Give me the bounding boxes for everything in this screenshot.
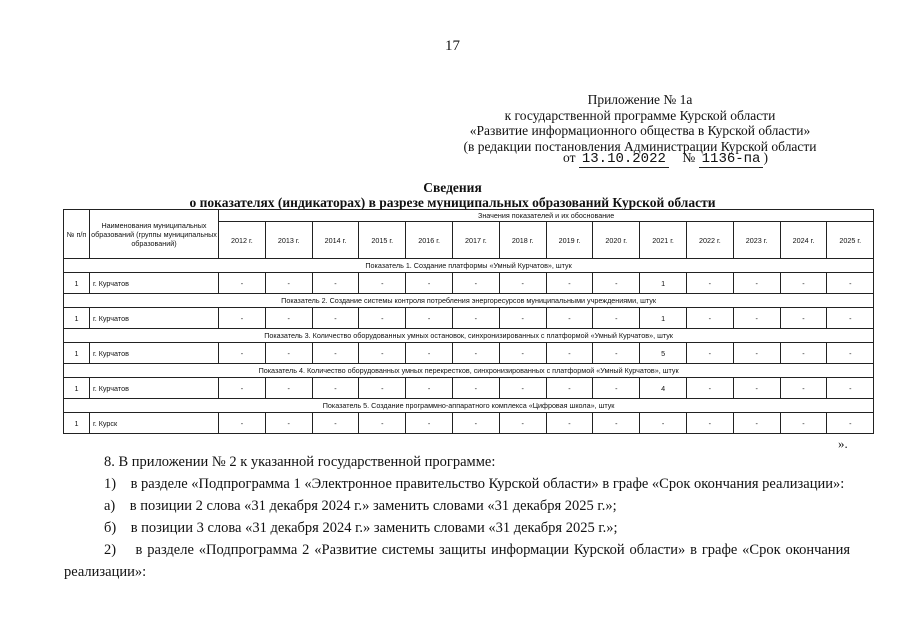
value-cell: - — [452, 308, 499, 329]
value-cell: - — [546, 273, 593, 294]
appendix-date-line — [563, 150, 768, 167]
value-cell: - — [452, 378, 499, 399]
indicator-title: Показатель 2. Создание системы контроля потребления энергоресурсов муниципальными учреждениями, штук — [64, 294, 874, 308]
value-cell: - — [312, 378, 359, 399]
value-cell: - — [499, 343, 546, 364]
page-number: 17 — [445, 38, 460, 54]
value-cell: - — [406, 413, 453, 434]
value-cell: - — [593, 413, 640, 434]
indicator-title-row — [64, 294, 874, 308]
value-cell: - — [593, 378, 640, 399]
number-prefix: № — [682, 150, 696, 165]
value-cell: - — [265, 273, 312, 294]
row-municipality: г. Курчатов — [90, 378, 219, 399]
year-header-5: 2017 г. — [452, 222, 499, 259]
value-cell: 1 — [640, 273, 687, 294]
value-cell: - — [359, 378, 406, 399]
value-cell: - — [499, 378, 546, 399]
date-prefix: от — [563, 150, 576, 165]
value-cell: - — [359, 343, 406, 364]
row-number: 1 — [64, 343, 90, 364]
row-municipality: г. Курчатов — [90, 308, 219, 329]
value-cell: - — [827, 343, 874, 364]
value-cell: - — [406, 273, 453, 294]
value-cell: - — [827, 378, 874, 399]
year-header-11: 2023 г. — [733, 222, 780, 259]
indicators-table — [63, 209, 874, 434]
value-cell: - — [219, 413, 266, 434]
indicator-title-row — [64, 259, 874, 273]
value-cell: - — [265, 378, 312, 399]
value-cell: - — [452, 343, 499, 364]
value-cell: - — [827, 413, 874, 434]
title-line-2: о показателях (индикаторах) в разрезе муниципальных образований Курской области — [189, 195, 716, 210]
table-row — [64, 378, 874, 399]
value-cell: - — [312, 308, 359, 329]
value-cell: - — [780, 413, 827, 434]
value-cell: - — [312, 413, 359, 434]
col-header-name: Наименования муниципальных образований (группы муниципальных образований) — [90, 210, 219, 259]
indicator-title-row — [64, 364, 874, 378]
year-header-1: 2013 г. — [265, 222, 312, 259]
date-value: 13.10.2022 — [579, 151, 669, 168]
body-text — [64, 451, 850, 583]
indicator-title-row — [64, 329, 874, 343]
indicator-title: Показатель 1. Создание платформы «Умный Курчатов», штук — [64, 259, 874, 273]
value-cell: - — [219, 308, 266, 329]
closing-quote: ». — [838, 436, 848, 451]
table-row — [64, 273, 874, 294]
value-cell: - — [359, 413, 406, 434]
value-cell: - — [452, 273, 499, 294]
col-header-num: № п/п — [64, 210, 90, 259]
paragraph-4: б) в позиции 3 слова «31 декабря 2024 г.» заменить словами «31 декабря 2025 г.»; — [104, 520, 618, 536]
value-cell: - — [780, 378, 827, 399]
year-header-12: 2024 г. — [780, 222, 827, 259]
value-cell: - — [827, 308, 874, 329]
indicator-title-row — [64, 399, 874, 413]
value-cell: - — [265, 413, 312, 434]
row-number: 1 — [64, 413, 90, 434]
table-row — [64, 308, 874, 329]
value-cell: - — [406, 308, 453, 329]
appendix-line-3: «Развитие информационного общества в Курской области» — [469, 123, 811, 139]
year-header-7: 2019 г. — [546, 222, 593, 259]
value-cell: - — [499, 308, 546, 329]
number-value: 1136-па — [699, 151, 764, 168]
value-cell: - — [406, 343, 453, 364]
value-cell: - — [780, 273, 827, 294]
year-header-8: 2020 г. — [593, 222, 640, 259]
row-number: 1 — [64, 378, 90, 399]
paragraph-3: а) в позиции 2 слова «31 декабря 2024 г.» заменить словами «31 декабря 2025 г.»; — [104, 498, 617, 514]
value-cell: - — [546, 413, 593, 434]
appendix-line-2: к государственной программе Курской области — [504, 107, 776, 123]
date-suffix: ) — [763, 150, 768, 165]
value-cell: - — [593, 273, 640, 294]
year-header-4: 2016 г. — [406, 222, 453, 259]
col-header-values: Значения показателей и их обоснование — [219, 210, 874, 222]
row-municipality: г. Курчатов — [90, 343, 219, 364]
value-cell: - — [499, 273, 546, 294]
appendix-line-4: (в редакции постановления Администрации Курской области — [463, 138, 817, 154]
value-cell: - — [265, 343, 312, 364]
row-municipality: г. Курск — [90, 413, 219, 434]
value-cell: - — [312, 273, 359, 294]
value-cell: 1 — [640, 308, 687, 329]
value-cell: - — [686, 308, 733, 329]
row-number: 1 — [64, 273, 90, 294]
paragraph-1: 8. В приложении № 2 к указанной государственной программе: — [104, 454, 496, 470]
value-cell: - — [219, 378, 266, 399]
table-header-row-1 — [64, 210, 874, 222]
value-cell: - — [733, 273, 780, 294]
value-cell: - — [733, 343, 780, 364]
year-header-10: 2022 г. — [686, 222, 733, 259]
paragraph-2: 1) в разделе «Подпрограмма 1 «Электронное правительство Курской области» в графе «Срок окончания реализации»: — [104, 476, 845, 492]
year-header-2: 2014 г. — [312, 222, 359, 259]
value-cell: - — [733, 413, 780, 434]
table-row — [64, 343, 874, 364]
year-header-13: 2025 г. — [827, 222, 874, 259]
row-municipality: г. Курчатов — [90, 273, 219, 294]
value-cell: - — [312, 343, 359, 364]
value-cell: - — [546, 378, 593, 399]
appendix-line-1: Приложение № 1а — [587, 92, 693, 107]
value-cell: 4 — [640, 378, 687, 399]
table-row — [64, 413, 874, 434]
paragraph-5: 2) в разделе «Подпрограмма 2 «Развитие системы защиты информации Курской области» в графе «Срок окончания реализации»: — [64, 542, 850, 580]
value-cell: - — [359, 308, 406, 329]
row-number: 1 — [64, 308, 90, 329]
indicator-title: Показатель 5. Создание программно-аппаратного комплекса «Цифровая школа», штук — [64, 399, 874, 413]
value-cell: - — [219, 273, 266, 294]
value-cell: - — [452, 413, 499, 434]
year-header-3: 2015 г. — [359, 222, 406, 259]
value-cell: - — [827, 273, 874, 294]
year-header-9: 2021 г. — [640, 222, 687, 259]
value-cell: - — [686, 343, 733, 364]
value-cell: - — [686, 273, 733, 294]
appendix-header — [440, 92, 905, 154]
value-cell: - — [780, 308, 827, 329]
value-cell: - — [359, 273, 406, 294]
value-cell: - — [499, 413, 546, 434]
value-cell: - — [546, 308, 593, 329]
value-cell: - — [265, 308, 312, 329]
title-line-1: Сведения — [423, 180, 482, 195]
document-title — [0, 180, 905, 210]
value-cell: - — [593, 343, 640, 364]
value-cell: - — [733, 378, 780, 399]
year-header-0: 2012 г. — [219, 222, 266, 259]
value-cell: 5 — [640, 343, 687, 364]
indicator-title: Показатель 3. Количество оборудованных умных остановок, синхронизированных с платформой «Умный Курчатов», штук — [64, 329, 874, 343]
value-cell: - — [406, 378, 453, 399]
value-cell: - — [686, 413, 733, 434]
value-cell: - — [733, 308, 780, 329]
value-cell: - — [219, 343, 266, 364]
value-cell: - — [593, 308, 640, 329]
indicator-title: Показатель 4. Количество оборудованных умных перекрестков, синхронизированных с платформой «Умный Курчатов», штук — [64, 364, 874, 378]
value-cell: - — [780, 343, 827, 364]
value-cell: - — [686, 378, 733, 399]
value-cell: - — [640, 413, 687, 434]
value-cell: - — [546, 343, 593, 364]
year-header-6: 2018 г. — [499, 222, 546, 259]
